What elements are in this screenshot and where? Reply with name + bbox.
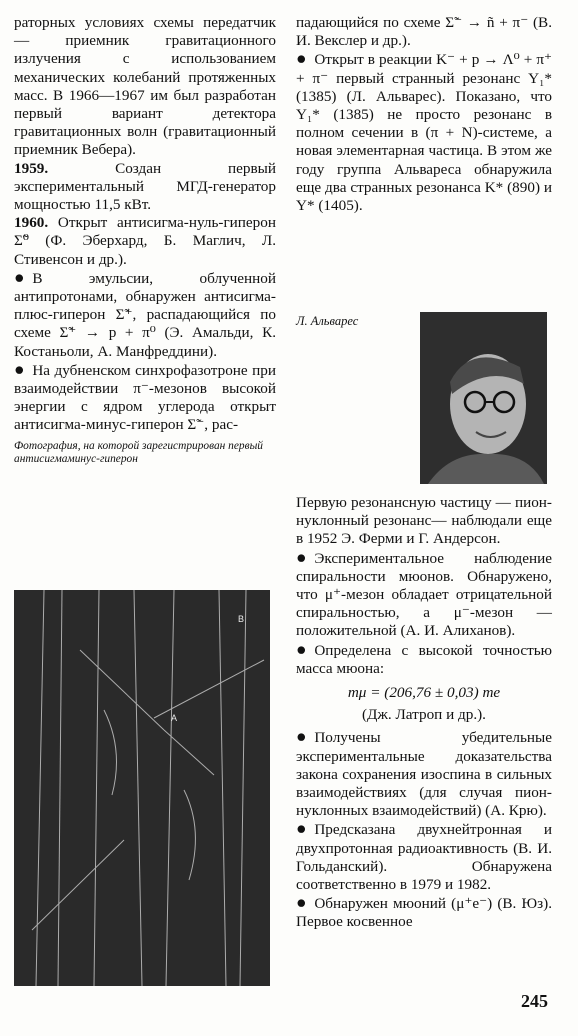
paragraph-muon-helicity (296, 546, 552, 641)
year-1959: 1959. (14, 159, 49, 177)
alvarez-portrait-image (420, 312, 547, 484)
paragraph-antisigma-plus (14, 266, 276, 361)
paragraph-first-resonance: Первую резонансную частицу — пион-нуклонный резонанс— наблюдали еще в 1952 Э. Ферми и Г. Андерсон. (296, 494, 552, 548)
page-number: 245 (521, 991, 548, 1011)
particle-tracks-image (14, 590, 270, 986)
bullet-icon: ● (296, 726, 307, 747)
bullet-icon: ● (296, 638, 307, 659)
bullet-icon: ● (296, 892, 307, 913)
portrait-block (296, 312, 552, 488)
photo-label-b: B (238, 614, 245, 624)
entry-text: Получены убедительные экспериментальные доказательства закона сохранения изоспина в сильных взаимодействиях (для случая пион-нуклонных взаимодействий) (А. Крю). (296, 729, 552, 820)
entry-text: На дубненском синхрофазотроне при взаимодействии π⁻-мезонов высокой энергии с ядром углерода открыт антисигма-минус-гиперон Σ̃⁻, рас- (14, 361, 276, 434)
muon-mass-formula: mμ = (206,76 ± 0,03) me (347, 684, 501, 702)
entry-text: Обнаружен мюоний (μ⁺e⁻) (В. Юз). Первое косвенное (296, 895, 552, 931)
bullet-icon: ● (14, 358, 25, 379)
left-column (14, 14, 276, 467)
paragraph-strange-resonance (296, 50, 552, 215)
entry-1959-text: Создан первый экспериментальный МГД-генератор мощностью 11,5 кВт. (14, 159, 276, 214)
bullet-icon: ● (296, 546, 307, 567)
paragraph-1959 (14, 160, 276, 215)
right-column-top (296, 14, 552, 215)
bullet-icon: ● (14, 266, 25, 287)
paragraph-antisigma-minus (14, 358, 276, 435)
entry-text: Открыт в реакции K⁻ + p → Λ⁰ + π⁺ + π⁻ первый странный резонанс Y₁* (1385) (Л. Альварес). Показано, что Y₁* (1385) не просто резонанс в полном сечении в (π + N)-системе, а новая элементарная частица. В этом же году группа Альвареса обнаружила еще два странных резонанса K* (890) и Y* (1405). (296, 51, 552, 215)
right-column-bottom (296, 494, 552, 932)
entry-text: Экспериментальное наблюдение спиральности мюонов. Обнаружено, что μ⁺-мезон обладает отрицательной спиральностью, а μ⁻-мезон — положительной (А. И. Алиханов). (296, 549, 552, 640)
entry-1960-text: Открыт антисигма-нуль-гиперон Σ̃⁰ (Ф. Эберхард, Б. Маглич, Л. Стивенсон и др.). (14, 214, 276, 268)
bullet-icon: ● (296, 48, 307, 69)
photo-caption: Фотография, на которой зарегистрирован первый антисигмаминус-гиперон (14, 439, 263, 466)
entry-text: Определена с высокой точностью масса мюона: (296, 641, 552, 677)
bullet-icon: ● (296, 818, 307, 839)
paragraph-muonium (296, 894, 552, 931)
photo-label-a: A (171, 713, 178, 723)
paragraph-gravity-detector: раторных условиях схемы передатчик — приемник гравитационного излучения с использованием механических колебаний протяженных масс. В 1966—1967 им был разработан первый вариант детектора гравитационных волн (гравитационный приемник Вебера). (14, 14, 276, 159)
entry-text: В эмульсии, облученной антипротонами, обнаружен антисигма-плюс-гиперон Σ̃⁺, распадающийся по схеме Σ̃⁺ → p + π⁰ (Э. Амальди, К. Костаньоли, А. Манфреддини). (14, 269, 276, 360)
entry-text: Предсказана двухнейтронная и двухпротонная радиоактивность (В. И. Гольданский). Обнаружена соответственно в 1979 и 1982. (296, 821, 552, 894)
paragraph-1960 (14, 214, 276, 269)
paragraph-isospin (296, 728, 552, 820)
formula-credit: (Дж. Латроп и др.). (362, 706, 486, 724)
year-1960: 1960. (14, 214, 49, 232)
portrait-caption: Л. Альварес (296, 314, 359, 328)
paragraph-muon-mass (296, 638, 552, 678)
bubble-chamber-photo (14, 590, 270, 986)
paragraph-two-neutron (296, 820, 552, 894)
paragraph-decay-continued: падающийся по схеме Σ̃⁻ → ñ + π⁻ (В. И. Векслер и др.). (296, 14, 552, 50)
portrait-photo (420, 312, 547, 484)
